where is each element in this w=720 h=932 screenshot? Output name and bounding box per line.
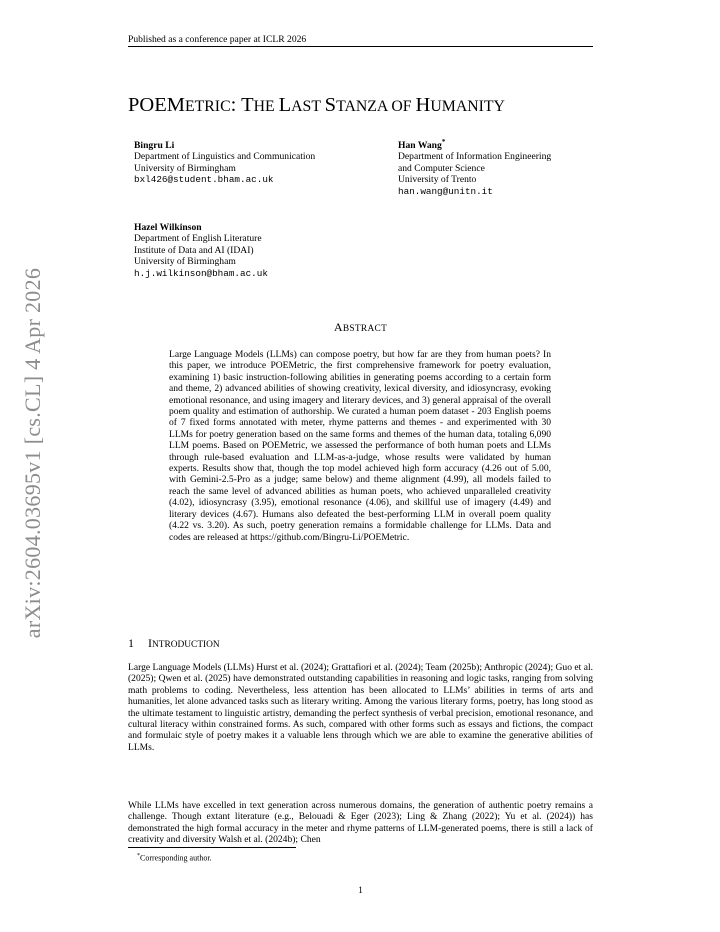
author-block-1 bbox=[134, 140, 374, 186]
footnote bbox=[137, 851, 212, 864]
author-name-text: Bingru Li bbox=[134, 140, 175, 151]
header-rule bbox=[128, 46, 593, 47]
title-part1-big: POEM bbox=[128, 94, 185, 116]
footnote-mark: * bbox=[137, 853, 140, 859]
title-part1-rest: ETRIC bbox=[184, 98, 231, 115]
section-heading-introduction bbox=[128, 636, 428, 652]
author-email: han.wang@unitn.it bbox=[398, 185, 493, 197]
title-word2-big: L bbox=[278, 94, 292, 116]
paper-title bbox=[128, 93, 598, 119]
abstract-text: Large Language Models (LLMs) can compose poetry, but how far are they from human poets? In this paper, we introduce POEMetric, the first comprehensive framework for poetry evaluation, examining 1) basic instruction-following abilities in generating poems according to a certain form and theme, 2) advanced abilities of showing creativity, lexical diversity, and idiosyncrasy, evoking emotional resonance, and using imagery and literary devices, and 3) general appraisal of the overall poem quality and estimation of authorship. We curated a human poem dataset - 203 English poems of 7 fixed forms annotated with meter, rhyme patterns and themes - and experimented with 30 LLMs for poetry generation based on the same forms and themes of the human data, totaling 6,090 LLM poems. Based on POEMetric, we assessed the performance of both human poets and LLMs through rule-based evaluation and LLM-as-a-judge, whose results were validated by human experts. Results show that, though the top model achieved high form accuracy (4.26 out of 5.00, with Gemini-2.5-Pro as a judge; same below) and theme alignment (4.99), all models failed to reach the same level of advanced abilities as human poets, who achieved unparalleled creativity (4.02), idiosyncrasy (3.95), emotional resonance (4.06), and skillful use of imagery (4.49) and literary devices (4.67). Humans also defeated the best-performing LLM in overall poem quality (4.22 vs. 3.20). As such, poetry generation remains a formidable challenge for LLMs. Data and codes are released at https://github.com/Bingru-Li/POEMetric. bbox=[169, 349, 551, 543]
author-name-text: Han Wang bbox=[398, 140, 442, 151]
abstract-heading bbox=[128, 320, 593, 336]
author-affiliation: Institute of Data and AI (IDAI) bbox=[134, 244, 254, 256]
author-email: h.j.wilkinson@bham.ac.uk bbox=[134, 267, 268, 279]
title-word3-rest: TANZA OF bbox=[336, 98, 416, 115]
author-affiliation: and Computer Science bbox=[398, 162, 485, 174]
footnote-text: Corresponding author. bbox=[140, 853, 212, 863]
abstract-heading-rest: BSTRACT bbox=[342, 324, 388, 334]
section-title-big: I bbox=[148, 636, 152, 650]
author-name-text: Hazel Wilkinson bbox=[134, 222, 202, 233]
body-paragraph: Large Language Models (LLMs) Hurst et al. (2024); Grattafiori et al. (2024); Team (2025b); Anthropic (2024); Guo et al. (2025); Qwen et al. (2025) have demonstrated outstanding capabilities in reasoning and logic tasks, ranging from solving math problems to coding. Nevertheless, less attention has been allocated to LLMs’ abilities in terms of arts and humanities, let alone advanced tasks such as literary writing. Among the various literary forms, poetry, has long stood as the ultimate testament to linguistic artistry, demanding the perfect synthesis of verbal precision, emotional resonance, and cultural literacy within constrained forms. As such, compared with other forms such as essays and fictions, the compact and formulaic style of poetry makes it a valuable lens through which we are able to examine the generative abilities of LLMs. bbox=[128, 662, 593, 753]
author-affiliation: University of Birmingham bbox=[134, 256, 236, 268]
author-affiliation: University of Birmingham bbox=[134, 162, 236, 174]
page-number: 1 bbox=[358, 885, 363, 896]
corresponding-mark: * bbox=[441, 137, 446, 146]
author-affiliation: Department of Information Engineering bbox=[398, 151, 552, 163]
title-word1-rest: HE bbox=[253, 98, 279, 115]
author-name bbox=[134, 222, 374, 233]
author-affiliation: University of Trento bbox=[398, 174, 477, 186]
section-title-rest: NTRODUCTION bbox=[152, 640, 220, 650]
author-email: bxl426@student.bham.ac.uk bbox=[134, 174, 274, 186]
title-word1-big: T bbox=[241, 94, 254, 116]
abstract-heading-big: A bbox=[333, 320, 343, 334]
title-word2-rest: AST bbox=[291, 98, 325, 115]
author-block-2 bbox=[398, 137, 618, 197]
footnote-rule bbox=[128, 847, 296, 848]
author-name bbox=[134, 140, 374, 151]
author-block-3 bbox=[134, 222, 374, 279]
author-affiliation: Department of Linguistics and Communication bbox=[134, 151, 316, 163]
title-word3-big: S bbox=[324, 94, 337, 116]
body-paragraph: While LLMs have excelled in text generation across numerous domains, the generation of authentic poetry remains a challenge. Though extant literature (e.g., Belouadi & Eger (2023); Ling & Zhang (2022); Yu et al. (2024)) has demonstrated the high formal accuracy in the meter and rhyme patterns of LLM-generated poems, there is still a lack of creativity and diversity Walsh et al. (2024b); Chen bbox=[128, 800, 593, 846]
running-head: Published as a conference paper at ICLR 2026 bbox=[128, 34, 307, 45]
title-colon: : bbox=[230, 94, 242, 116]
section-number: 1 bbox=[128, 636, 134, 650]
author-affiliation: Department of English Literature bbox=[134, 233, 262, 245]
title-word4-rest: UMANITY bbox=[430, 98, 505, 115]
author-name bbox=[398, 137, 618, 151]
arxiv-stamp-text: arXiv:2604.03695v1 [cs.CL] 4 Apr 2026 bbox=[20, 267, 45, 639]
title-word4-big: H bbox=[415, 94, 431, 116]
